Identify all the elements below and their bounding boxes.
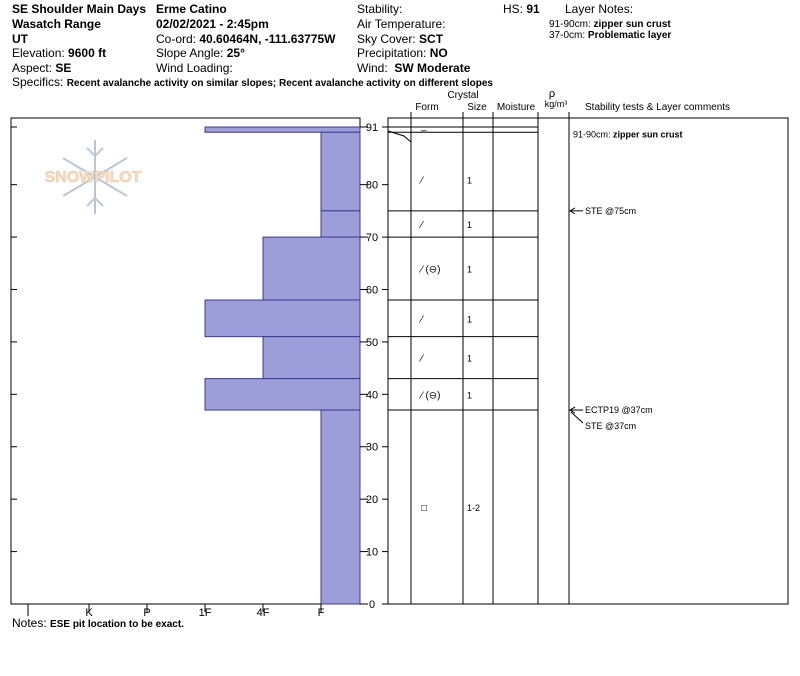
hardness-bar-5 [263, 337, 360, 379]
y-tick-label-8: 80 [365, 179, 379, 192]
col-header-comments: Stability tests & Layer comments [585, 102, 731, 113]
wind-loading: Wind Loading: [156, 61, 233, 75]
y-tick-label-5: 50 [365, 336, 379, 349]
elevation: Elevation: 9600 ft [12, 46, 107, 60]
col-header-rho: ρ [548, 88, 556, 100]
wind: Wind: SW Moderate [357, 61, 471, 75]
observation-datetime: 02/02/2021 - 2:45pm [156, 17, 269, 31]
crystal-form-1: ⁄ [421, 175, 423, 187]
y-tick-label-3: 30 [365, 441, 379, 454]
range-name: Wasatch Range [12, 17, 101, 31]
crystal-form-2: ⁄ [421, 219, 423, 231]
layer-note-2: 37-0cm: Problematic layer [549, 30, 672, 41]
annotation-sun-crust: 91-90cm: zipper sun crust [573, 129, 683, 140]
annotation-ste37: STE @37cm [585, 421, 637, 432]
col-header-crystal: Crystal [447, 90, 479, 101]
col-header-form: Form [415, 102, 439, 113]
precipitation: Precipitation: NO [357, 46, 448, 60]
layers-table-frame [388, 118, 788, 604]
crystal-size-2: 1 [467, 219, 473, 230]
notes: Notes: ESE pit location to be exact. [12, 616, 184, 630]
y-tick-label-0: 0 [368, 599, 376, 611]
stability: Stability: [357, 2, 403, 16]
x-tick-label-4: 4F [256, 607, 270, 619]
y-tick-label-6: 60 [365, 284, 379, 297]
col-header-moisture: Moisture [496, 102, 536, 113]
sky-cover: Sky Cover: SCT [357, 32, 444, 46]
crystal-form-3: ⁄ (⊖) [421, 264, 441, 276]
crystal-size-7: 1-2 [467, 503, 481, 514]
annotation-ste75: STE @75cm [585, 205, 637, 216]
site-name: SE Shoulder Main Days [12, 2, 147, 16]
crystal-form-7: □ [421, 503, 428, 515]
layer-notes-label: Layer Notes: [565, 2, 634, 16]
hardness-bar-6 [205, 379, 360, 410]
x-tick-label-5: F [317, 607, 325, 619]
crystal-form-0: – [421, 125, 427, 137]
air-temperature: Air Temperature: [357, 17, 446, 31]
crystal-size-3: 1 [467, 264, 473, 275]
y-tick-label-2: 20 [365, 494, 379, 507]
crystal-size-1: 1 [467, 175, 473, 186]
hardness-bar-3 [263, 237, 360, 300]
annotation-ectp: ECTP19 @37cm [585, 405, 653, 416]
snow-height: HS: 91 [503, 2, 540, 16]
hardness-bar-7 [321, 410, 360, 604]
aspect: Aspect: SE [12, 61, 72, 75]
layer-note-1: 91-90cm: zipper sun crust [549, 19, 671, 30]
hardness-bar-4 [205, 300, 360, 337]
snowpilot-logo [45, 140, 142, 214]
x-tick-label-0: I [26, 607, 30, 619]
specifics: Specifics: Recent avalanche activity on similar slopes; Recent avalanche activity on different slopes [12, 75, 493, 89]
observer-name: Erme Catino [156, 2, 227, 16]
hardness-bar-0 [205, 127, 360, 132]
y-tick-label-1: 10 [365, 546, 379, 559]
crystal-form-4: ⁄ [421, 314, 423, 326]
col-header-size: Size [467, 102, 487, 113]
slope-angle: Slope Angle: 25° [156, 46, 245, 60]
state-name: UT [12, 32, 28, 46]
crystal-size-6: 1 [467, 390, 473, 401]
logo-text: SNOWPILOT [44, 169, 142, 186]
crystal-form-6: ⁄ (⊖) [421, 390, 441, 402]
y-tick-label-4: 40 [365, 389, 379, 402]
hardness-bar-2 [321, 211, 360, 237]
crystal-form-5: ⁄ [421, 353, 423, 365]
annotation-sun-crust-bold: zipper sun crust [613, 129, 683, 140]
x-tick-label-2: P [143, 607, 151, 619]
col-header-density-unit: kg/m³ [544, 99, 568, 109]
y-tick-label-7: 70 [365, 232, 379, 245]
y-tick-label-9: 91 [365, 122, 379, 134]
x-tick-label-1: K [85, 607, 93, 619]
x-tick-label-3: 1F [198, 607, 212, 619]
crystal-size-5: 1 [467, 353, 473, 364]
crystal-size-4: 1 [467, 314, 473, 325]
annotation-line-ste37 [571, 412, 583, 423]
coordinates: Co-ord: 40.60464N, -111.63775W [156, 32, 336, 46]
hardness-bar-1 [321, 132, 360, 211]
